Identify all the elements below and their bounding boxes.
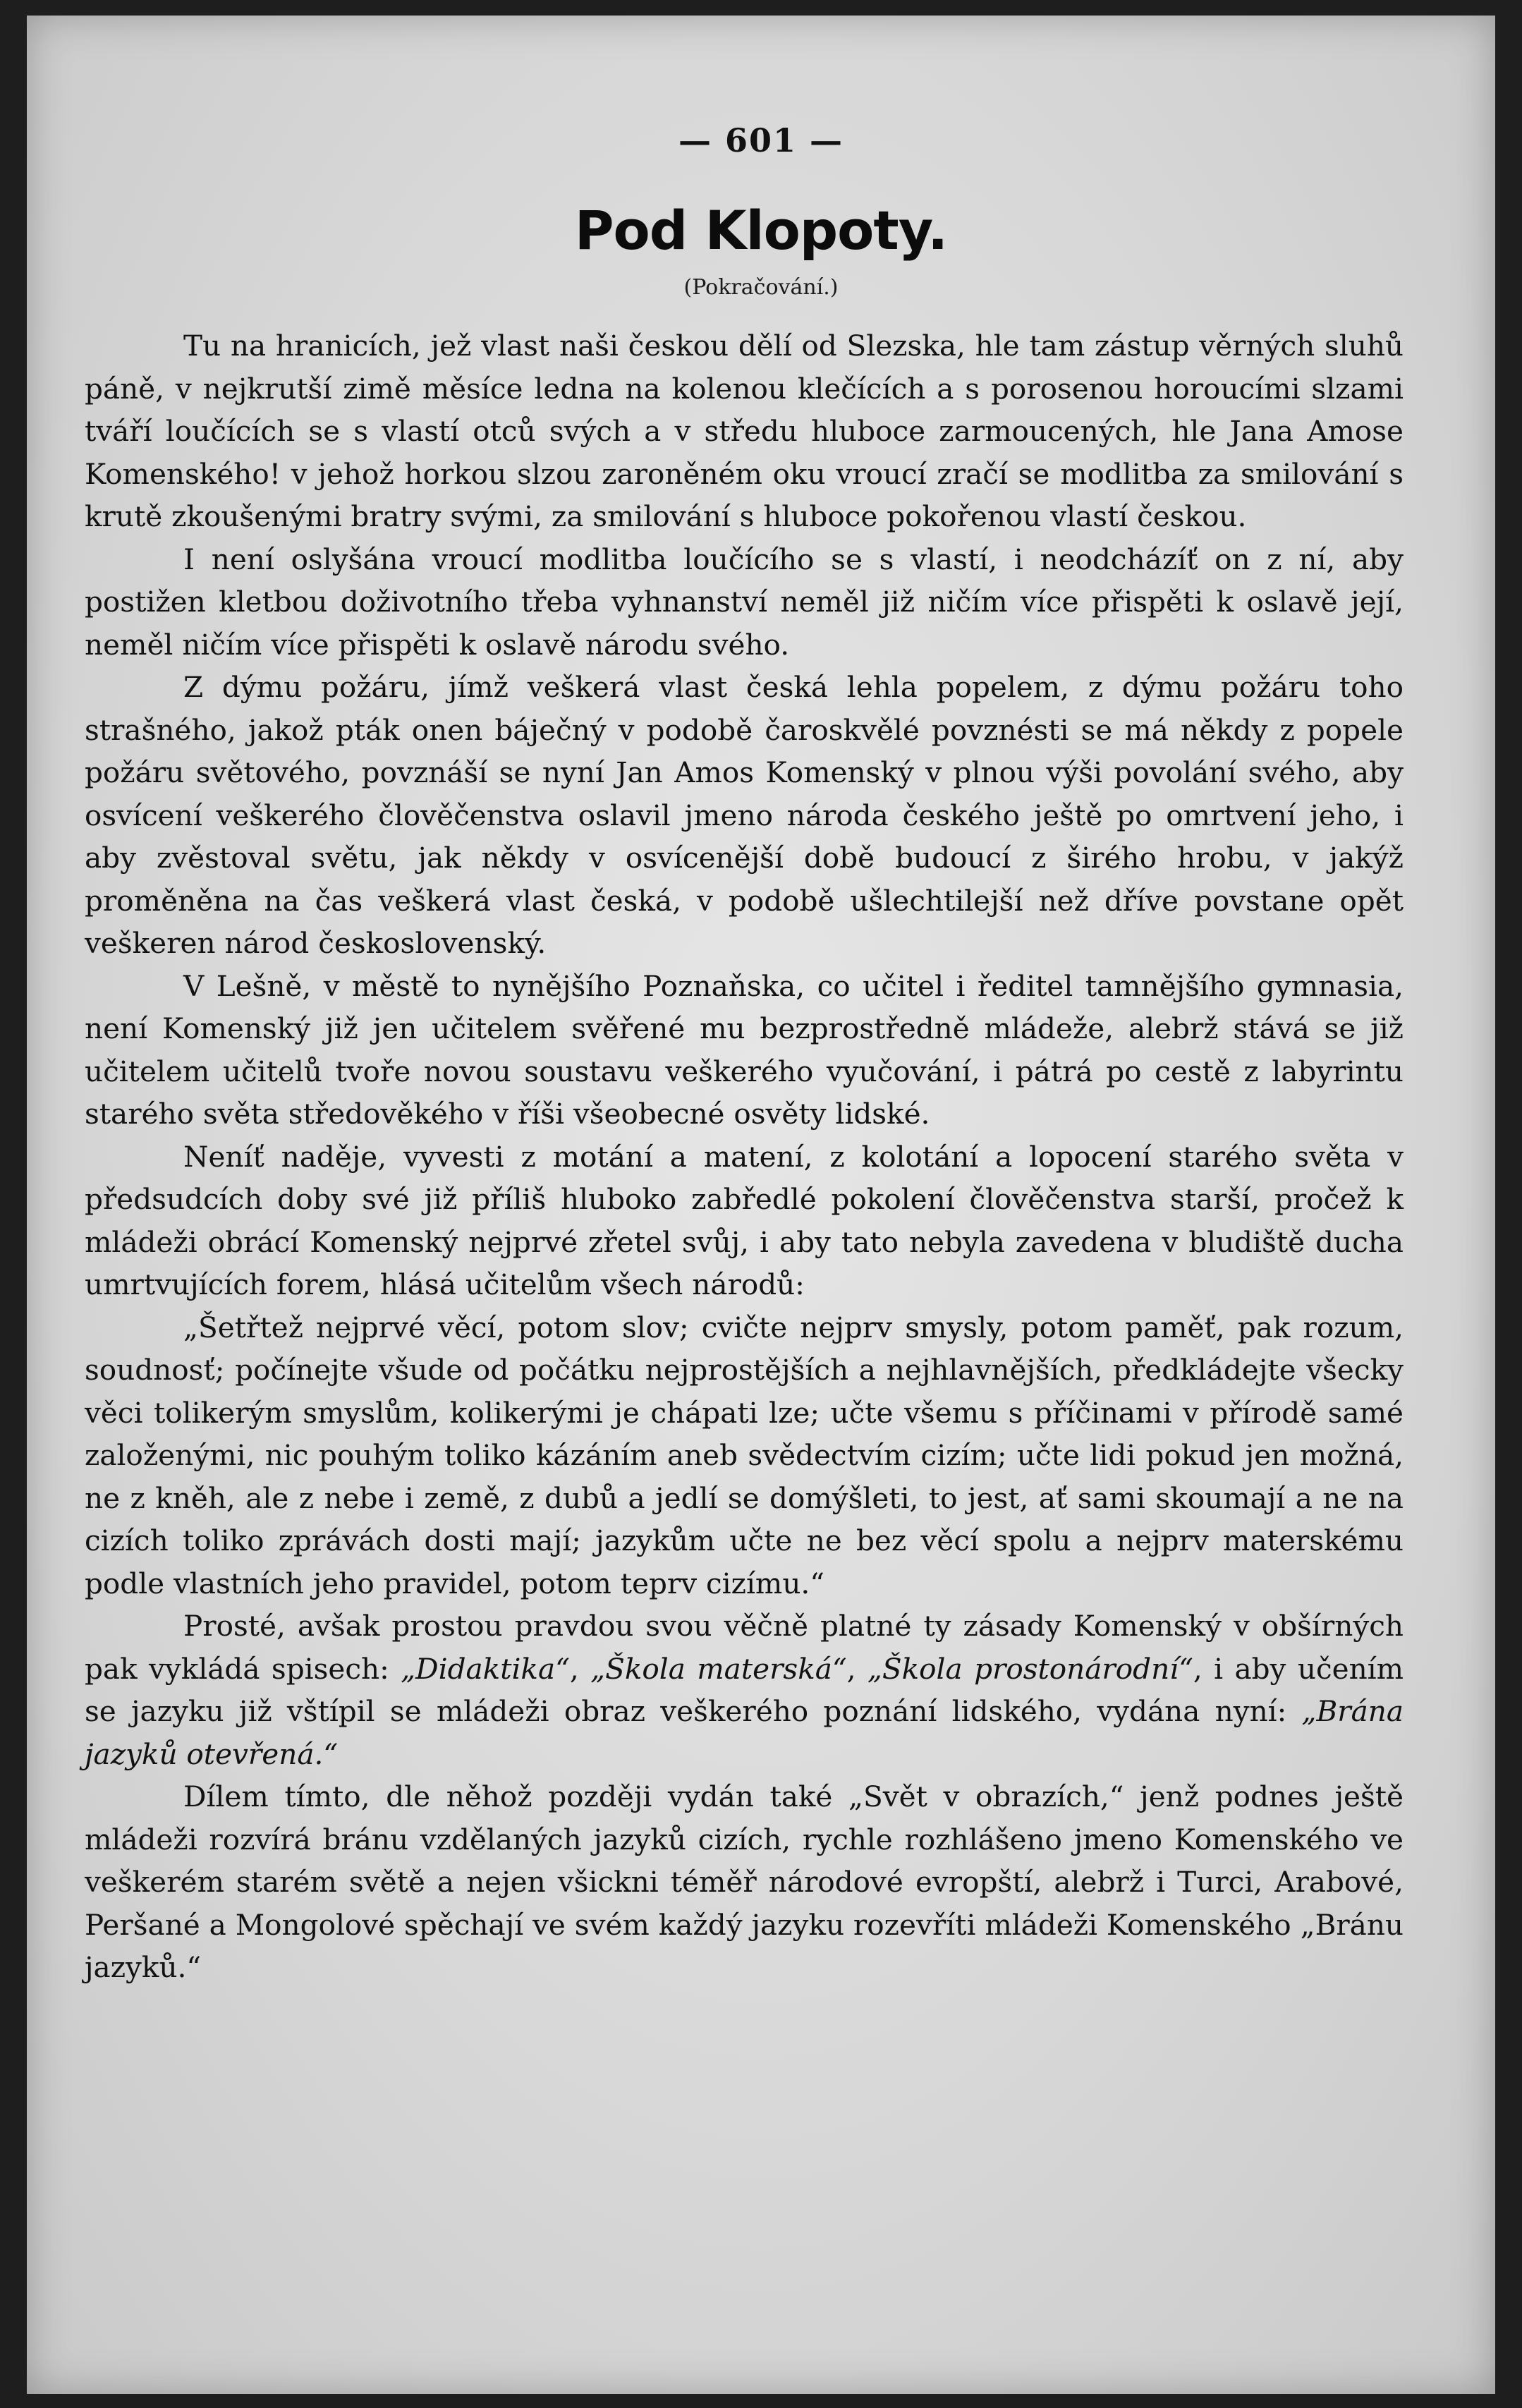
book-title-skola-prostonarodni: „Škola prostonárodní“: [867, 1651, 1193, 1686]
paragraph-8: Dílem tímto, dle něhož později vydán také „Svět v obrazích,“ jenž podnes ještě mládeži rozvírá bránu vzdělaných jazyků cizích, rychle rozhlášeno jmeno Komenského ve veškerém starém světě a nejen všickni téměř národové evropští, alebrž i Turci, Arabové, Peršané a Mongolové spěchají ve svém každý jazyku rozevříti mládeži Komenského „Bránu jazyků.“: [85, 1780, 1404, 1984]
paragraph-2: I není oslyšána vroucí modlitba loučícího se s vlastí, i neodcházíť on z ní, aby postižen kletbou doživotního třeba vyhnanství neměl již ničím více přispěti k oslavě její, neměl ničím více přispěti k oslavě národu svého.: [85, 542, 1404, 662]
page-number: — 601 —: [678, 121, 844, 159]
paragraph-1: Tu na hranicích, jež vlast naši českou dělí od Slezska, hle tam zástup věrných sluhů páně, v nejkrutší zimě měsíce ledna na kolenou klečících a s porosenou horoucími slzami tváří loučících se s vlastí otců svých a v středu hluboce zarmoucených, hle Jana Amose Komenského! v jehož horkou slzou zaroněném oku vroucí zračí se modlitba za smilování s krutě zkoušenými bratry svými, za smilování s hluboce pokořenou vlastí českou.: [85, 329, 1404, 533]
paragraph-4: V Lešně, v městě to nynějšího Poznaňska, co učitel i ředitel tamnějšího gymnasia, není Komenský již jen učitelem svěřené mu bezprostředně mládeže, alebrž stává se již učitelem učitelů tvoře novou soustavu veškerého vyučování, i pátrá po cestě z labyrintu starého světa středověkého v říši všeobecné osvěty lidské.: [85, 968, 1404, 1131]
document-page: [27, 16, 1495, 2394]
article-body: [85, 324, 1404, 1989]
paragraph-3: Z dýmu požáru, jímž veškerá vlast česká lehla popelem, z dýmu požáru toho strašného, jakož pták onen báječný v podobě čaroskvělé povznésti se má někdy z popele požáru světového, povznáší se nyní Jan Amos Komenský v plnou výši povolání svého, aby osvícení veškerého člověčenstva oslavil jmeno národa českého ještě po omrtvení jeho, i aby zvěstoval světu, jak někdy v osvícenější době budoucí z širého hrobu, v jakýž proměněna na čas veškerá vlast česká, v podobě ušlechtilejší než dříve povstane opět veškeren národ československý.: [85, 670, 1404, 960]
article-title: Pod Klopoty.: [574, 199, 948, 262]
book-title-skola-materska: „Škola materská“: [590, 1651, 847, 1686]
separator: ,: [846, 1651, 867, 1686]
article-subtitle: (Pokračování.): [683, 275, 839, 300]
book-title-didaktika: „Didaktika“: [401, 1651, 570, 1686]
paragraph-7: [85, 1605, 1404, 1775]
book-title-brana-jazyku: „Brána jazyků otevřená.“: [85, 1694, 1404, 1771]
paragraph-7-text-b: , i aby učením se jazyku již vštípil se mládeži obraz veškerého poznání lidského, vydána nyní:: [85, 1651, 1404, 1728]
paragraph-6-quote: „Šetřtež nejprvé věcí, potom slov; cvičte nejprv smysly, potom paměť, pak rozum, soudnosť; počínejte všude od počátku nejprostějších a nejhlavnějších, předkládejte všecky věci tolikerým smyslům, kolikerými je chápati lze; učte všemu s příčinami v přírodě samé založenými, nic pouhým toliko kázáním aneb svědectvím cizím; učte lidi pokud jen možná, ne z kněh, ale z nebe i země, z dubů a jedlí se domýšleti, to jest, ať sami skoumají a ne na cizích toliko zprávách dosti mají; jazykům učte ne bez věcí spolu a nejprv materskému podle vlastních jeho pravidel, potom teprv cizímu.“: [85, 1310, 1404, 1600]
paragraph-7-text-a: Prosté, avšak prostou pravdou svou věčně platné ty zásady Komenský v obšírných pak vykládá spisech:: [85, 1609, 1404, 1686]
separator: ,: [569, 1651, 591, 1686]
paragraph-5: Neníť naděje, vyvesti z motání a matení, z kolotání a lopocení starého světa v předsudcích doby své již příliš hluboko zabředlé pokolení člověčenstva starší, pročež k mládeži obrácí Komenský nejprvé zřetel svůj, i aby tato nebyla zavedena v bludiště ducha umrtvujících forem, hlásá učitelům všech národů:: [85, 1139, 1404, 1301]
